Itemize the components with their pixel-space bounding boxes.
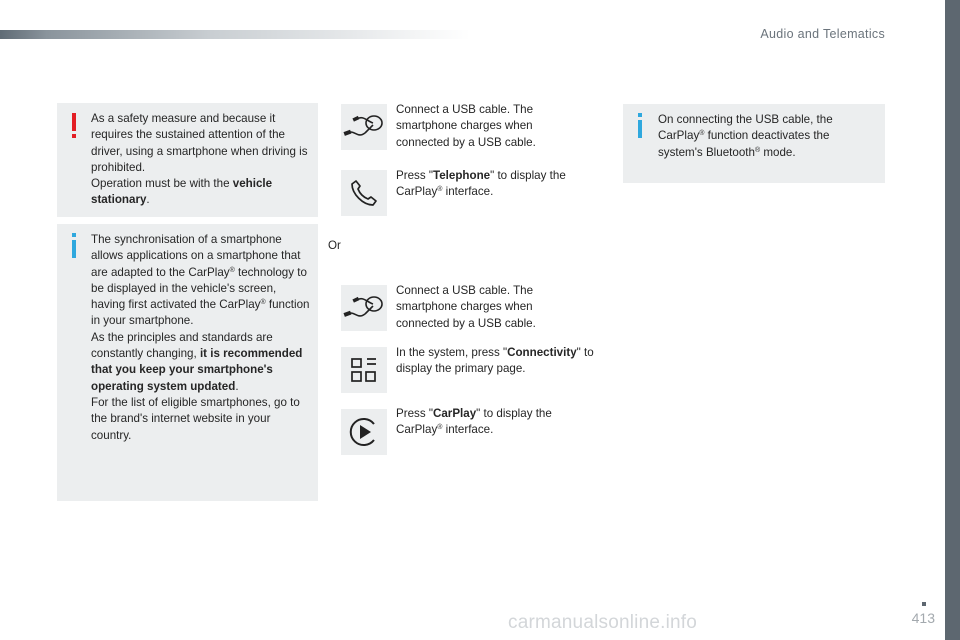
side-bar	[945, 0, 960, 640]
phone-handset-icon	[349, 178, 379, 208]
page-marker	[922, 602, 926, 606]
step-5-icon-box	[341, 409, 387, 455]
step-5-text: Press "CarPlay" to display the CarPlay® interface.	[396, 407, 552, 437]
step-1-icon-box	[341, 104, 387, 150]
or-separator: Or	[328, 239, 341, 252]
step-3-icon-box	[341, 285, 387, 331]
right-info-text: On connecting the USB cable, the CarPlay® function deactivates the system's Bluetooth® mode.	[658, 113, 833, 159]
page-number: 413	[911, 610, 935, 626]
watermark: carmanualsonline.info	[508, 612, 698, 633]
header-gradient-bar	[0, 30, 470, 39]
warning-icon	[72, 113, 76, 131]
step-1-text: Connect a USB cable. The smartphone charges when connected by a USB cable.	[396, 103, 536, 149]
connectivity-grid-icon	[350, 356, 378, 384]
usb-cable-icon	[343, 111, 385, 143]
carplay-icon	[347, 415, 381, 449]
warning-text: As a safety measure and because it requires the sustained attention of the driver, using a smartphone when driving is prohibited. Operation must be with the vehicle stationary.	[91, 112, 308, 207]
section-title: Audio and Telematics	[760, 27, 885, 41]
step-4-text: In the system, press "Connectivity" to display the primary page.	[396, 346, 594, 376]
step-2-text: Press "Telephone" to display the CarPlay® interface.	[396, 169, 566, 199]
step-4-icon-box	[341, 347, 387, 393]
info-text: The synchronisation of a smartphone allows applications on a smartphone that are adapted to the CarPlay® technology to be displayed in the vehicle's screen, having first activated the CarPlay® function in your smartphone. As the principles and standards are constantly changing, it is recommended that you keep your smartphone's operating system updated. For the list of eligible smartphones, go to the brand's internet website in your country.	[91, 233, 310, 442]
usb-cable-icon	[343, 292, 385, 324]
step-2-icon-box	[341, 170, 387, 216]
step-3-text: Connect a USB cable. The smartphone charges when connected by a USB cable.	[396, 284, 536, 330]
